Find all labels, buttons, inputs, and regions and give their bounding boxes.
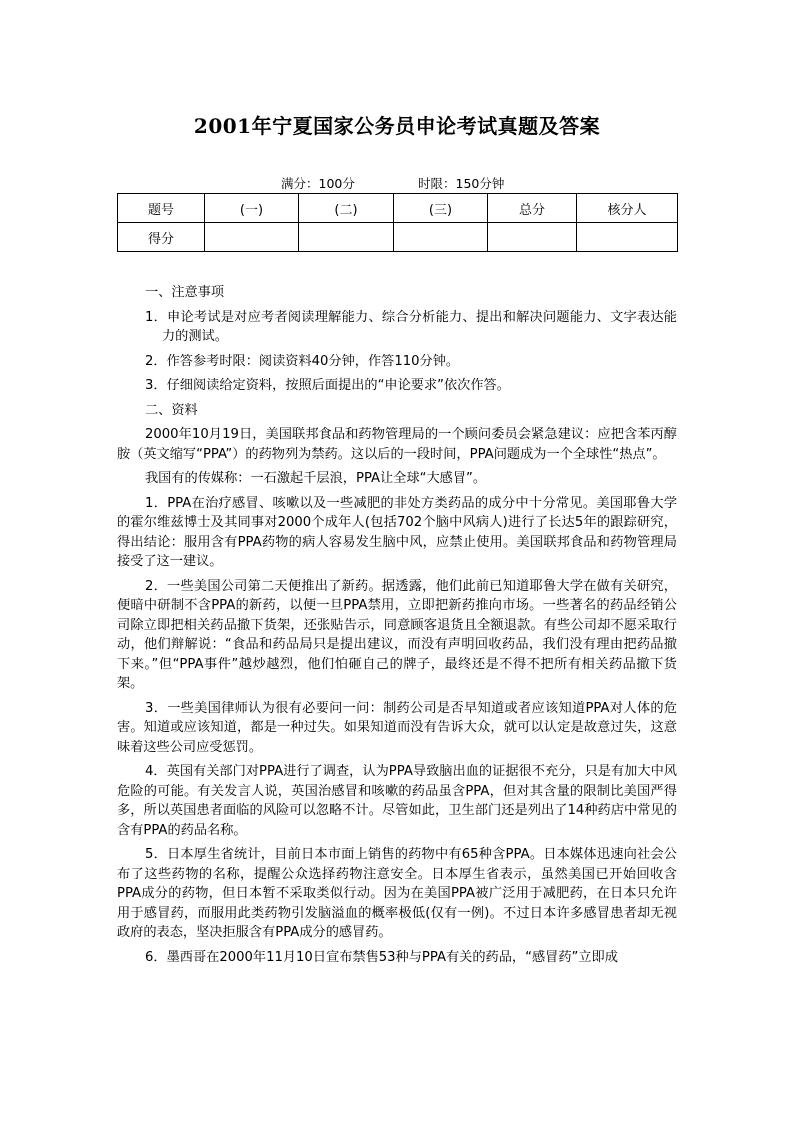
notice-item: 3．仔细阅读给定资料，按照后面提出的“申论要求”依次作答。	[145, 378, 510, 393]
row-label: 得分	[118, 223, 205, 252]
score-table-header-row	[118, 194, 678, 223]
score-cell	[205, 223, 299, 252]
document-body	[117, 283, 677, 972]
full-score: 满分：100分	[281, 176, 355, 191]
material-paragraph: 4．英国有关部门对PPA进行了调查，认为PPA导致脑出血的证据很不充分，只是有加大中风危险的可能。有关发言人说，英国治感冒和咳嗽的药品虽含PPA，但对其含量的限制比美国严得多，所以英国患者面临的风险可以忽略不计。尽管如此，卫生部门还是列出了14种药店中常见的含有PPA的药品名称。	[117, 764, 677, 838]
score-cell	[299, 223, 394, 252]
notice-item: 2．作答参考时限：阅读资料40分钟，作答110分钟。	[145, 353, 460, 369]
score-table-row	[118, 223, 678, 252]
header-cell: (一)	[205, 194, 299, 223]
header-cell: 题号	[118, 194, 205, 223]
notice-item: 1．申论考试是对应考者阅读理解能力、综合分析能力、提出和解决问题能力、文字表达能力的测试。	[145, 309, 677, 344]
score-table	[117, 193, 678, 252]
material-paragraph: 6．墨西哥在2000年11月10日宣布禁售53种与PPA有关的药品，“感冒药”立即成	[145, 949, 618, 965]
score-cell	[488, 223, 577, 252]
score-cell	[577, 223, 678, 252]
material-paragraph: 2000年10月19日，美国联邦食品和药物管理局的一个顾问委员会紧急建议：应把含苯丙醇胺（英文缩写“PPA”）的药物列为禁药。这以后的一段时间，PPA问题成为一个全球性“热点”。	[117, 427, 677, 462]
time-limit: 时限：150分钟	[418, 176, 505, 191]
material-paragraph: 2．一些美国公司第二天便推出了新药。据透露，他们此前已知道耶鲁大学在做有关研究，便暗中研制不含PPA的新药，以便一旦PPA禁用，立即把新药推向市场。一些著名的药品经销公司除立即把相关药品撤下货架，还张贴告示，同意顾客退货且全额退款。有些公司却不愿采取行动，他们辩解说：“食品和药品局只是提出建议，而没有声明回收药品，我们没有理由把药品撤下来。”但“PPA事件”越炒越烈，他们怕砸自己的牌子，最终还是不得不把所有相关药品撤下货架。	[117, 578, 677, 691]
material-heading: 二、资料	[145, 402, 198, 418]
material-paragraph: 我国有的传媒称：一石激起千层浪，PPA让全球“大感冒”。	[145, 471, 487, 486]
document-title: 2001年宁夏国家公务员申论考试真题及答案	[193, 114, 601, 138]
material-paragraph: 3．一些美国律师认为很有必要问一问：制药公司是否早知道或者应该知道PPA对人体的危害。知道或应该知道，都是一种过失。如果知道而没有告诉大众，就可以认定是故意过失，这意味着这些公司应受惩罚。	[117, 700, 677, 755]
notice-heading: 一、注意事项	[145, 285, 225, 300]
header-cell: (三)	[394, 194, 488, 223]
header-cell: (二)	[299, 194, 394, 223]
material-paragraph: 1．PPA在治疗感冒、咳嗽以及一些减肥的非处方类药品的成分中十分常见。美国耶鲁大学的霍尔维兹博士及其同事对2000个成年人(包括702个脑中风病人)进行了长达5年的跟踪研究，得出结论：服用含有PPA药物的病人容易发生脑中风，应禁止使用。美国联邦食品和药物管理局接受了这一建议。	[117, 495, 677, 569]
header-cell: 总分	[488, 194, 577, 223]
material-paragraph: 5．日本厚生省统计，目前日本市面上销售的药物中有65种含PPA。日本媒体迅速向社会公布了这些药物的名称，提醒公众选择药物注意安全。日本厚生省表示，虽然美国已开始回收含PPA成分的药物，但日本暂不采取类似行动。因为在美国PPA被广泛用于减肥药，在日本只允许用于感冒药，而服用此类药物引发脑溢血的概率极低(仅有一例)。不过日本许多感冒患者却无视政府的表态，坚决拒服含有PPA成分的感冒药。	[117, 847, 677, 940]
header-cell: 核分人	[577, 194, 678, 223]
score-cell	[394, 223, 488, 252]
